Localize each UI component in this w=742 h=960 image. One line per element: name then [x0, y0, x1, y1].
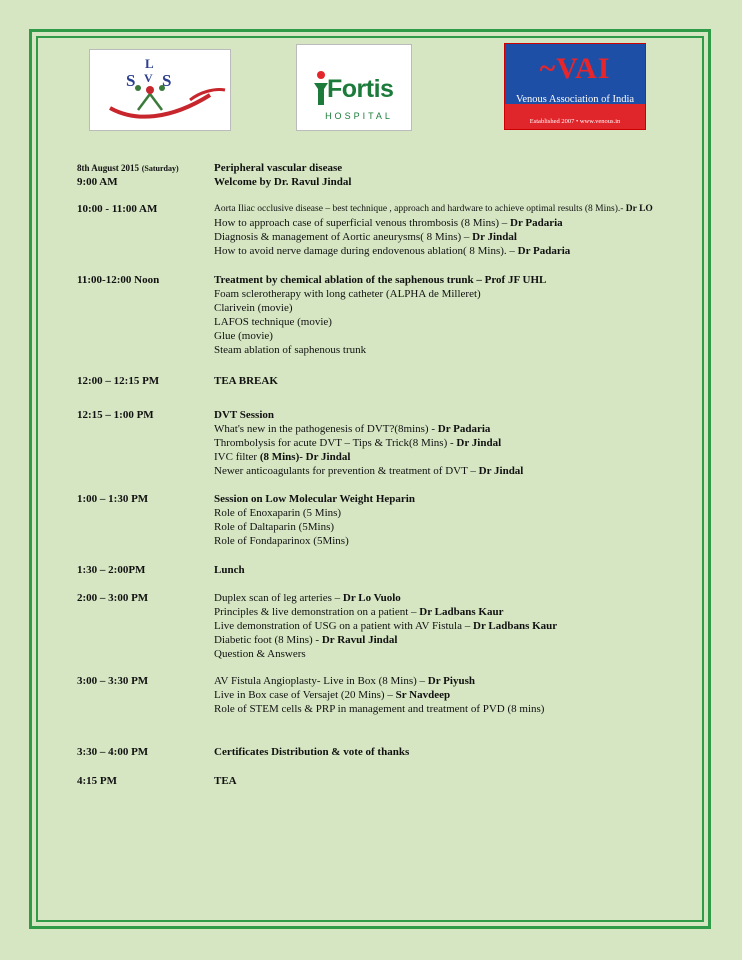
session-item-text: Clarivein (movie)	[214, 302, 293, 314]
session-time: 2:00 – 3:00 PM	[77, 592, 149, 604]
session-item	[214, 230, 517, 244]
session-item	[214, 315, 332, 329]
session-item-text: Principles & live demonstration on a patient –	[214, 606, 420, 618]
session-item	[214, 408, 274, 422]
session-time: 12:00 – 12:15 PM	[77, 375, 160, 387]
session-item-text: Question & Answers	[214, 648, 306, 660]
session-item-text: TEA BREAK	[214, 375, 278, 387]
session-item	[214, 216, 563, 230]
session-item	[214, 520, 334, 534]
session-speaker: Dr Jindal	[472, 231, 517, 243]
lsvs-letter-l: L	[145, 56, 154, 71]
session-item-text: Welcome by Dr. Ravul Jindal	[214, 176, 352, 188]
session-item	[214, 343, 366, 357]
lsvs-logo	[89, 49, 231, 131]
session-item-text: Treatment by chemical ablation of the saphenous trunk – Prof JF UHL	[214, 274, 547, 286]
session-speaker: Dr Padaria	[517, 245, 571, 257]
session-item	[214, 774, 237, 788]
session-item	[214, 506, 341, 520]
session-speaker: Dr Ladbans Kaur	[473, 620, 558, 632]
session-item	[214, 374, 278, 388]
session-item-text: TEA	[214, 775, 237, 787]
session-item	[214, 688, 450, 702]
session-item-text: Live in Box case of Versajet (20 Mins) –	[214, 689, 396, 701]
session-item	[214, 202, 653, 216]
session-item-text: Role of Enoxaparin (5 Mins)	[214, 507, 342, 519]
session-item-text: Certificates Distribution & vote of thanks	[214, 746, 410, 758]
session-time: 12:15 – 1:00 PM	[77, 409, 154, 421]
fortis-sub: HOSPITAL	[325, 111, 393, 121]
session-speaker: Dr Padaria	[437, 423, 491, 435]
session-item-text: Foam sclerotherapy with long catheter (ALPHA de Milleret)	[214, 288, 481, 300]
session-time: 1:30 – 2:00PM	[77, 564, 146, 576]
session-item-text: Thrombolysis for acute DVT – Tips & Trick(8 Mins) -	[214, 437, 457, 449]
session-item-text: Session on Low Molecular Weight Heparin	[214, 493, 415, 505]
session-item-text: How to avoid nerve damage during endovenous ablation( 8 Mins). –	[214, 245, 518, 257]
event-date: 8th August 2015 (Saturday)	[77, 163, 179, 173]
session-time: 3:30 – 4:00 PM	[77, 746, 149, 758]
session-item	[214, 647, 306, 661]
vai-established: Established 2007 • www.venous.in	[529, 118, 621, 125]
session-item	[214, 745, 409, 759]
session-time: 1:00 – 1:30 PM	[77, 493, 149, 505]
session-item-text: Role of Fondaparinox (5Mins)	[214, 535, 349, 547]
session-item	[214, 436, 501, 450]
session-time: 4:15 PM	[77, 775, 118, 787]
session-item-text: How to approach case of superficial venous thrombosis (8 Mins) –	[214, 217, 511, 229]
session-item	[214, 534, 349, 548]
session-item-text: DVT Session	[214, 409, 275, 421]
session-speaker: Sr Navdeep	[395, 689, 451, 701]
session-item	[214, 273, 546, 287]
vai-title: ~VAI	[539, 52, 611, 85]
session-item	[214, 287, 481, 301]
session-item	[214, 633, 397, 647]
session-item	[214, 450, 350, 464]
session-item	[214, 674, 475, 688]
session-item-text: Live demonstration of USG on a patient with AV Fistula –	[214, 620, 473, 632]
session-item-text: AV Fistula Angioplasty- Live in Box (8 Mins) –	[214, 675, 428, 687]
session-speaker: Dr Jindal	[456, 437, 502, 449]
session-speaker: Dr Lo Vuolo	[342, 592, 401, 604]
session-item	[214, 244, 570, 258]
session-speaker: (8 Mins)- Dr Jindal	[259, 451, 351, 463]
lsvs-letter-s2: S	[162, 71, 172, 90]
session-item	[214, 702, 544, 716]
session-time: 10:00 - 11:00 AM	[77, 203, 158, 215]
session-item-text: Steam ablation of saphenous trunk	[214, 344, 367, 356]
session-item-text: Duplex scan of leg arteries –	[214, 592, 343, 604]
vai-logo	[504, 43, 646, 130]
session-item	[214, 175, 351, 189]
session-item-text: LAFOS technique (movie)	[214, 316, 332, 328]
session-item	[214, 464, 523, 478]
session-item	[214, 329, 273, 343]
session-item	[214, 301, 293, 315]
session-item-text: Lunch	[214, 564, 245, 576]
lsvs-letter-v: V	[144, 71, 153, 85]
session-speaker: Dr Jindal	[478, 465, 524, 477]
session-item-text: Aorta Iliac occlusive disease – best technique , approach and hardware to achieve optimal results (8 Mins).-	[214, 204, 626, 214]
session-item-text: What's new in the pathogenesis of DVT?(8mins) -	[214, 423, 438, 435]
session-time: 11:00-12:00 Noon	[77, 274, 160, 286]
event-title: Peripheral vascular disease	[214, 162, 343, 174]
session-item-text: Glue (movie)	[214, 330, 273, 342]
session-item-text: IVC filter	[214, 451, 260, 463]
session-speaker: Dr Padaria	[510, 217, 563, 229]
session-speaker: Dr Piyush	[427, 675, 475, 687]
lsvs-logo-graphic	[90, 50, 231, 131]
session-speaker: Dr Ravul Jindal	[321, 634, 398, 646]
fortis-brand: Fortis	[327, 75, 394, 103]
session-item-text: Role of STEM cells & PRP in management and treatment of PVD (8 mins)	[214, 703, 545, 715]
lsvs-letter-s1: S	[126, 71, 136, 90]
session-time: 3:00 – 3:30 PM	[77, 675, 149, 687]
session-speaker: Dr Ladbans Kaur	[419, 606, 504, 618]
session-item-text: Role of Daltaparin (5Mins)	[214, 521, 335, 533]
session-item	[214, 605, 503, 619]
session-item	[214, 619, 557, 633]
fortis-logo	[296, 44, 412, 131]
session-speaker: Dr LO	[625, 204, 653, 214]
session-item-text: Diagnosis & management of Aortic aneurysms( 8 Mins) –	[214, 231, 473, 243]
session-item	[214, 492, 415, 506]
session-item-text: Diabetic foot (8 Mins) -	[214, 634, 322, 646]
session-time: 9:00 AM	[77, 176, 118, 188]
session-item	[214, 422, 490, 436]
session-item-text: Newer anticoagulants for prevention & treatment of DVT –	[214, 465, 479, 477]
session-item	[214, 563, 245, 577]
session-item	[214, 591, 401, 605]
vai-subtitle: Venous Association of India	[515, 94, 635, 105]
